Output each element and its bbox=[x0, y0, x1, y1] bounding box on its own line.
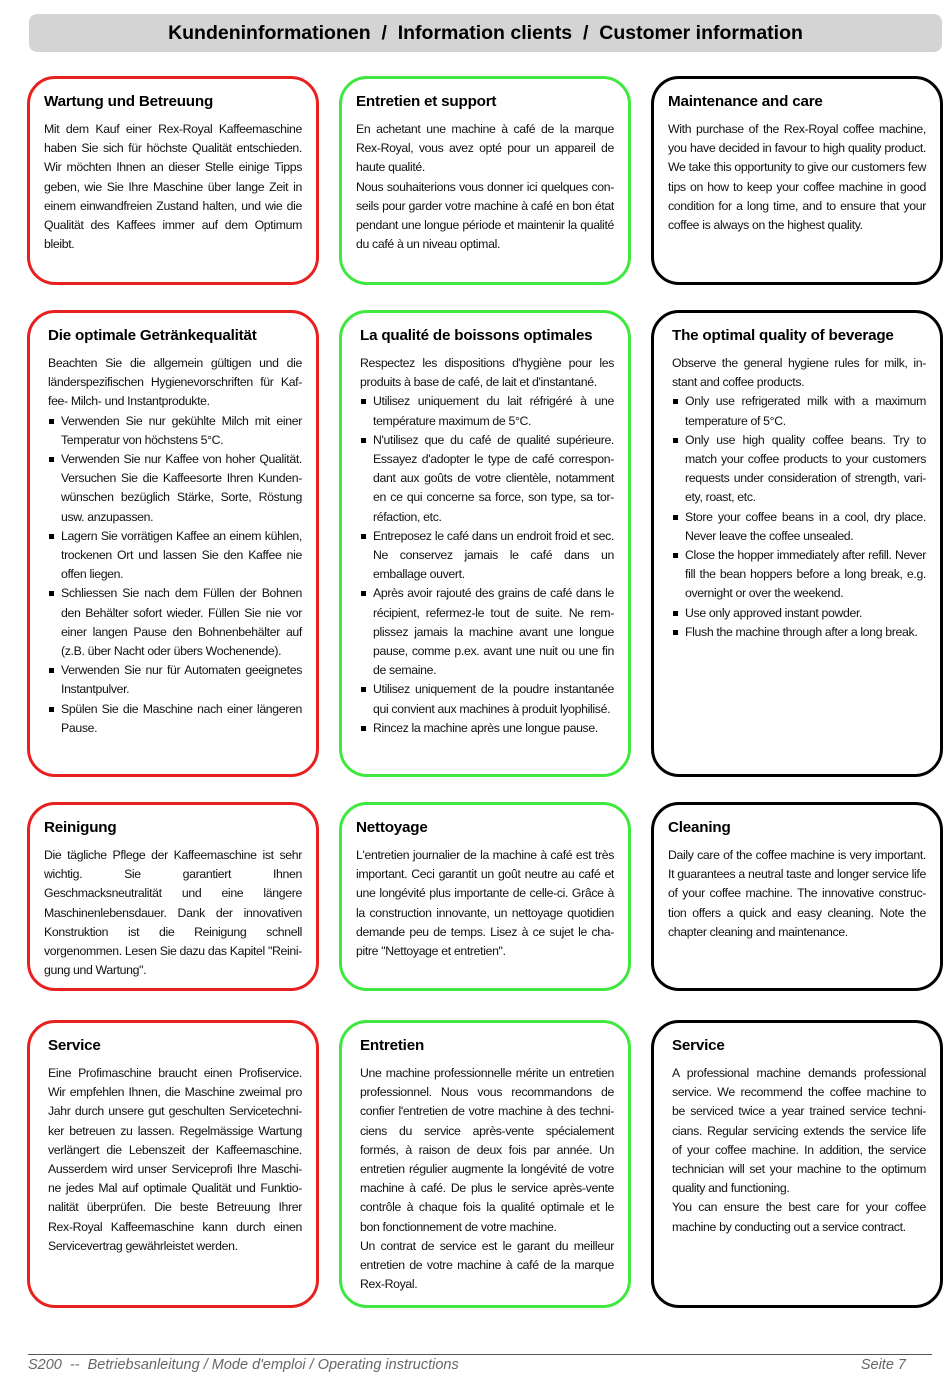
list-item bbox=[672, 604, 926, 623]
card-fr-nettoyage bbox=[339, 802, 631, 991]
list-item-text: Après avoir rajouté des grains de café dans le récipient, refermez-le tout de suite. Ne rem-plissez jamais la machine avant une longue pause, comme p.ex. avant une nuit ou une fin de semaine. bbox=[373, 586, 614, 678]
square-bullet-icon bbox=[49, 419, 54, 424]
card-title: Die optimale Getränkequalität bbox=[48, 327, 257, 344]
card-paragraph: Eine Profimaschine braucht einen Profiservice. Wir empfehlen Ihnen, die Maschine zweimal pro Jahr durch unsere gut geschulten Servicetechni-ker betreuen zu lassen. Regelmässige Wartung verlängert die Lebenszeit der Kaffeemaschine. Ausserdem wird unser Serviceprofi Ihre Maschi-ne jedes Mal auf optimale Qualität und Funktio-nalität überprüfen. Die beste Betreuung Ihrer Rex-Royal Kaffeemaschine kann durch einen Servicevertrag gewährleistet werden. bbox=[48, 1066, 302, 1253]
list-item bbox=[48, 700, 302, 738]
card-title: Wartung und Betreuung bbox=[44, 93, 214, 110]
footer-divider bbox=[28, 1354, 932, 1355]
card-fr-entretien bbox=[339, 1020, 631, 1308]
square-bullet-icon bbox=[361, 726, 366, 731]
card-body bbox=[668, 846, 926, 942]
square-bullet-icon bbox=[361, 687, 366, 692]
square-bullet-icon bbox=[673, 399, 678, 404]
list-item-text: Use only approved instant powder. bbox=[685, 605, 863, 620]
card-de-wartung bbox=[27, 76, 319, 285]
list-item bbox=[672, 431, 926, 508]
list-item-text: Rincez la machine après une longue pause. bbox=[373, 720, 598, 735]
list-item bbox=[360, 527, 614, 585]
card-paragraph: Respectez les dispositions d'hygiène pour les produits à base de café, de lait et d'instantané. bbox=[360, 356, 614, 390]
card-title: Entretien bbox=[360, 1037, 425, 1054]
card-de-getraenkequalitaet bbox=[27, 310, 319, 777]
card-paragraph: Mit dem Kauf einer Rex-Royal Kaffeemaschine haben Sie sich für höchste Qualität entschieden. Wir möchten Ihnen an dieser Stelle einige Tipps geben, wie Sie Ihre Maschine über lange Zeit in einem einwandfreien Zustand halten, und wie die Qualität des Kaffees immer auf dem Optimum bleibt. bbox=[44, 122, 302, 252]
bullet-list bbox=[360, 392, 614, 738]
card-fr-qualite-boissons bbox=[339, 310, 631, 777]
square-bullet-icon bbox=[49, 534, 54, 539]
card-body bbox=[360, 1064, 614, 1294]
square-bullet-icon bbox=[49, 591, 54, 596]
list-item-text: Close the hopper immediately after refill. Never fill the bean hoppers before a long break, e.g. overnight or over the weekend. bbox=[685, 548, 926, 601]
bullet-list bbox=[672, 392, 926, 642]
list-item-text: Entreposez le café dans un endroit froid et sec. Ne conservez jamais le café dans un emballage ouvert. bbox=[373, 528, 614, 582]
card-en-cleaning bbox=[651, 802, 943, 991]
square-bullet-icon bbox=[49, 457, 54, 462]
card-en-quality-beverage bbox=[651, 310, 943, 777]
card-body bbox=[44, 846, 302, 980]
list-item bbox=[672, 546, 926, 604]
card-title: Service bbox=[672, 1037, 725, 1054]
card-title: Entretien et support bbox=[356, 93, 497, 110]
square-bullet-icon bbox=[361, 399, 366, 404]
card-title: Maintenance and care bbox=[668, 93, 823, 110]
list-item bbox=[360, 719, 614, 738]
list-item-text: Verwenden Sie nur gekühlte Milch mit einer Temperatur von höchstens 5°C. bbox=[61, 413, 302, 447]
list-item bbox=[672, 623, 926, 642]
card-body bbox=[48, 1064, 302, 1256]
square-bullet-icon bbox=[361, 534, 366, 539]
card-paragraph: With purchase of the Rex-Royal coffee machine, you have decided in favour to high quality product. We take this opportunity to give our customers few tips on how to keep your coffee machine in good condition for a long time, and to ensure that your coffee is always on the highest quality. bbox=[668, 122, 926, 233]
card-body bbox=[672, 354, 926, 642]
list-item-text: N'utilisez que du café de qualité supérieure. Essayez d'adopter le type de café correspon-dant aux goûts de votre clientèle, notamment en ce qui concerne sa force, son type, sa tor-réfaction, etc. bbox=[373, 432, 614, 524]
card-paragraph: Une machine professionnelle mérite un entretien professionnel. Nous vous recommandons de confier l'entretien de votre machine à des techni-ciens du service après-vente spécialement formés, à raison de deux fois par année. Un entretien régulier augmente la longévité de votre machine à café. De plus le service après-vente contrôle à chaque fois la qualité optimale et le bon fonctionnement de votre machine. bbox=[360, 1066, 614, 1234]
card-paragraph: En achetant une machine à café de la marque Rex-Royal, vous avez opté pour un appareil de haute qualité. bbox=[356, 122, 614, 175]
card-paragraph: A professional machine demands professional service. We recommend the coffee machine to be serviced twice a year trained service techni-cians. Regular servicing extends the service life of your coffee machine. In addition, the service technician will set your machine to the optimum quality and functioning. bbox=[672, 1066, 926, 1196]
list-item-text: Verwenden Sie nur Kaffee von hoher Qualität. Versuchen Sie die Kaffeesorte Ihren Kunden-wünschen bezüglich Stärke, Sorte, Röstung usw. anzupassen. bbox=[61, 452, 302, 524]
card-en-service bbox=[651, 1020, 943, 1308]
card-paragraph: Die tägliche Pflege der Kaffeemaschine ist sehr wichtig. Sie garantiert Ihnen Geschmacksneutralität und eine längere Maschinenlebensdauer. Dank der innovativen Konstruktion ist die Reinigung schnell vorgenommen. Lesen Sie dazu das Kapitel "Reini-gung und Wartung". bbox=[44, 848, 302, 978]
card-body bbox=[668, 120, 926, 235]
card-body bbox=[48, 354, 302, 738]
list-item bbox=[360, 431, 614, 527]
square-bullet-icon bbox=[673, 438, 678, 443]
list-item bbox=[48, 584, 302, 661]
card-paragraph: L'entretien journalier de la machine à café est très important. Ceci garantit un goût neutre au café et une longévité plus importante de celle-ci. Grâce à la construction innovante, un nettoyage quotidien demande peu de temps. Lisez à ce sujet le cha-pitre "Nettoyage et entretien". bbox=[356, 848, 614, 959]
card-de-reinigung bbox=[27, 802, 319, 991]
list-item-text: Flush the machine through after a long break. bbox=[685, 624, 918, 639]
card-paragraph: Un contrat de service est le garant du meilleur entretien de votre machine à café de la marque Rex-Royal. bbox=[360, 1238, 614, 1292]
square-bullet-icon bbox=[49, 707, 54, 712]
footer-document-title: S200 -- Betriebsanleitung / Mode d'emploi / Operating instructions bbox=[28, 1357, 459, 1373]
card-paragraph: Observe the general hygiene rules for milk, in-stant and coffee products. bbox=[672, 356, 926, 390]
card-title: Service bbox=[48, 1037, 101, 1054]
card-title: The optimal quality of beverage bbox=[672, 327, 894, 344]
card-body bbox=[356, 846, 614, 961]
footer-page-number: Seite 7 bbox=[860, 1357, 906, 1373]
list-item bbox=[48, 527, 302, 585]
card-title: Nettoyage bbox=[356, 819, 428, 836]
card-title: La qualité de boissons optimales bbox=[360, 327, 593, 344]
list-item-text: Verwenden Sie nur für Automaten geeignetes Instantpulver. bbox=[61, 663, 302, 697]
list-item bbox=[360, 392, 614, 430]
list-item bbox=[48, 412, 302, 450]
square-bullet-icon bbox=[361, 438, 366, 443]
square-bullet-icon bbox=[673, 553, 678, 558]
square-bullet-icon bbox=[673, 630, 678, 635]
card-paragraph: Daily care of the coffee machine is very important. It guarantees a neutral taste and longer service life of your coffee machine. The innovative construc-tion offers a quick and easy cleaning. Note the chapter cleaning and maintenance. bbox=[668, 848, 926, 939]
card-body bbox=[356, 120, 614, 254]
list-item-text: Spülen Sie die Maschine nach einer längeren Pause. bbox=[61, 701, 302, 735]
list-item-text: Only use refrigerated milk with a maximum temperature of 5°C. bbox=[685, 394, 926, 428]
card-en-maintenance bbox=[651, 76, 943, 285]
list-item-text: Lagern Sie vorrätigen Kaffee an einem kühlen, trockenen Ort und lassen Sie den Kaffee nie offen liegen. bbox=[61, 528, 302, 582]
card-body bbox=[360, 354, 614, 738]
list-item-text: Utilisez uniquement du lait réfrigéré à une température maximum de 5°C. bbox=[373, 394, 614, 428]
square-bullet-icon bbox=[673, 515, 678, 520]
list-item bbox=[360, 680, 614, 718]
card-de-service bbox=[27, 1020, 319, 1308]
page-title: Kundeninformationen / Information clients / Customer information bbox=[168, 21, 803, 44]
card-paragraph: You can ensure the best care for your coffee machine by conducting out a service contract. bbox=[672, 1200, 926, 1234]
list-item-text: Utilisez uniquement de la poudre instantanée qui convient aux machines à produit lyophilisé. bbox=[373, 682, 614, 716]
list-item-text: Only use high quality coffee beans. Try to match your coffee products to your customers requests under consideration of strength, vari-ety, roast, etc. bbox=[685, 432, 926, 505]
card-fr-entretien-support bbox=[339, 76, 631, 285]
card-paragraph: Nous souhaiterions vous donner ici quelques con-seils pour garder votre machine à café en bon état pendant une longue période et maintenir la qualité du café à un niveau optimal. bbox=[356, 179, 614, 252]
list-item bbox=[672, 508, 926, 546]
list-item bbox=[48, 661, 302, 699]
card-title: Cleaning bbox=[668, 819, 731, 836]
list-item bbox=[360, 584, 614, 680]
list-item bbox=[48, 450, 302, 527]
card-paragraph: Beachten Sie die allgemein gültigen und die länderspezifischen Hygienevorschriften für Kaf-fee- Milch- und Instantprodukte. bbox=[48, 356, 302, 409]
list-item-text: Store your coffee beans in a cool, dry place. Never leave the coffee unsealed. bbox=[685, 509, 926, 543]
square-bullet-icon bbox=[49, 668, 54, 673]
page-header bbox=[29, 14, 942, 52]
square-bullet-icon bbox=[673, 611, 678, 616]
bullet-list bbox=[48, 412, 302, 738]
card-body bbox=[44, 120, 302, 254]
card-title: Reinigung bbox=[44, 819, 117, 836]
card-body bbox=[672, 1064, 926, 1237]
list-item-text: Schliessen Sie nach dem Füllen der Bohnen den Behälter sofort wieder. Füllen Sie nie vor einer langen Pause den Bohnenbehälter auf (z.B. über Nacht oder übers Wochenende). bbox=[61, 586, 302, 659]
square-bullet-icon bbox=[361, 591, 366, 596]
list-item bbox=[672, 392, 926, 430]
